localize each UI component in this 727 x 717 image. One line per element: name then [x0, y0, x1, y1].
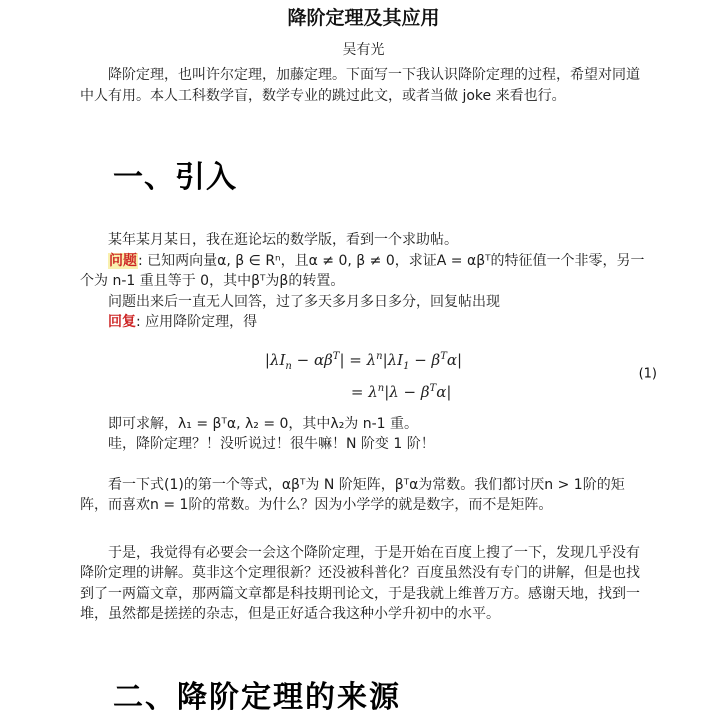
paragraph-forum: 某年某月某日，我在逛论坛的数学版，看到一个求助帖。 — [108, 232, 458, 248]
question-label: 问题 — [109, 252, 137, 269]
document-content — [0, 5, 727, 717]
section-2-heading: 二、降阶定理的来源 — [113, 679, 401, 715]
equation-lines — [265, 346, 462, 403]
paragraph-solve: 即可求解，λ₁ = βᵀα, λ₂ = 0，其中λ₂为 n-1 重。 — [108, 415, 419, 432]
intro-paragraph: 降阶定理，也叫许尔定理，加藤定理。下面写一下我认识降阶定理的过程，希望对同道中人有用。本人工科数学盲，数学专业的跳过此文，或者当做 joke 来看也行。 — [80, 67, 640, 104]
paragraph-search: 于是，我觉得有必要会一会这个降阶定理，于是开始在百度上搜了一下，发现几乎没有降阶定理的讲解。莫非这个定理很新？还没被科普化？百度虽然没有专门的讲解，但是也找到了一两篇文章，那两篇文章都是科技期刊论文，于是我就上维普万方。感谢天地，找到一堆，虽然都是搓搓的杂志，但是正好适合我这种小学升初中的水平。 — [80, 544, 640, 622]
equation-line: $|\lambda I_n - \alpha\beta^T| = \lambda^n|\lambda I_1 - \beta^T\alpha|$ — [264, 350, 463, 372]
spacer — [80, 455, 647, 475]
paragraph-reply — [80, 312, 647, 333]
question-text: : 已知两向量α, β ∈ Rⁿ，且α ≠ 0, β ≠ 0，求证A = αβᵀ的特征值一个非零，另一个为 n-1 重且等于 0，其中βᵀ为β的转置。 — [80, 252, 645, 289]
equation-block — [80, 346, 657, 403]
paragraph-wait: 问题出来后一直无人回答，过了多天多月多日多分，回复帖出现 — [108, 293, 500, 310]
equation-lines-area — [80, 346, 647, 403]
paragraph-wow: 哇，降阶定理？！没听说过！很牛嘛！N 阶变 1 阶！ — [108, 436, 435, 452]
equation-line: = $\lambda^n|\lambda - \beta^T\alpha|$ — [350, 382, 452, 401]
reply-text: : 应用降阶定理，得 — [136, 314, 258, 330]
doc-title: 降阶定理及其应用 — [287, 7, 440, 29]
paragraph-look: 看一下式(1)的第一个等式，αβᵀ为 N 阶矩阵，βᵀα为常数。我们都讨厌n > 1阶的矩阵，而喜欢n = 1阶的常数。为什么？因为小学学的就是数字，而不是矩阵。 — [80, 476, 625, 513]
paragraph-question — [80, 251, 647, 292]
section-1-heading: 一、引入 — [113, 160, 237, 195]
spacer — [80, 516, 647, 543]
doc-author: 吴有光 — [342, 42, 385, 58]
equation-number: (1) — [638, 366, 657, 382]
document-page — [0, 5, 727, 715]
reply-label: 回复 — [108, 314, 136, 330]
